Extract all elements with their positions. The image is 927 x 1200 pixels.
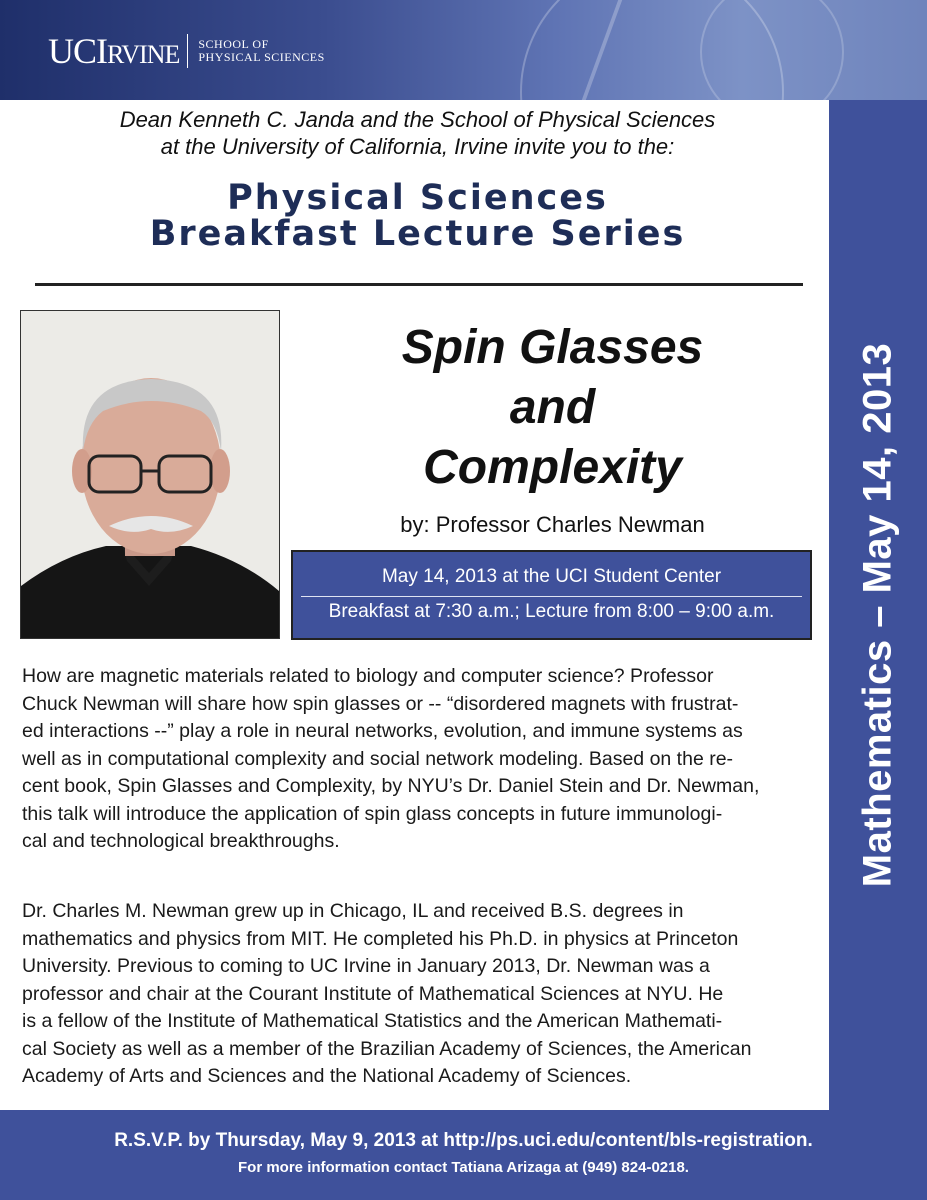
banner-decoration [700,0,844,100]
sidebar-date-text: Mathematics – May 14, 2013 [855,342,900,888]
event-divider [301,596,802,597]
talk-title-line: and [509,381,596,434]
abstract-line: Chuck Newman will share how spin glasses or -- “disordered magnets with frustrat- [22,692,739,715]
header-banner [0,0,927,100]
series-title [40,180,795,252]
abstract-line: ed interactions --” play a role in neural networks, evolution, and immune systems as [22,720,743,742]
contact-text: For more information contact Tatiana Arizaga at (949) 824-0218. [238,1159,689,1176]
event-details-box [291,550,812,640]
abstract-line: How are magnetic materials related to biology and computer science? Professor [22,665,714,687]
invitation-line: at the University of California, Irvine invite you to the: [160,134,675,159]
abstract-line: cal and technological breakthroughs. [22,830,340,852]
bio-line: Academy of Arts and Sciences and the National Academy of Sciences. [22,1065,632,1087]
bio-line: is a fellow of the Institute of Mathematical Statistics and the American Mathemati- [22,1010,723,1032]
logo-divider [187,34,188,68]
speaker-name: by: Professor Charles Newman [400,512,705,537]
speaker-photo [20,310,280,639]
uci-logo [48,30,325,72]
footer-banner [0,1110,927,1200]
talk-title-line: Complexity [423,441,682,494]
invitation-text [40,106,795,160]
talk-title-line: Spin Glasses [401,321,704,374]
bio-line: cal Society as well as a member of the Brazilian Academy of Sciences, the American [22,1037,752,1060]
abstract-line: this talk will introduce the application of spin glass concepts in future immunologi- [22,802,723,825]
bio-line: mathematics and physics from MIT. He completed his Ph.D. in physics at Princeton [22,927,739,950]
series-title-line: Breakfast Lecture Series [149,214,686,254]
abstract-line: cent book, Spin Glasses and Complexity, by NYU’s Dr. Daniel Stein and Dr. Newman, [22,775,760,797]
bio-line: Dr. Charles M. Newman grew up in Chicago, IL and received B.S. degrees in [22,900,684,922]
logo-school-name: SCHOOL OF PHYSICAL SCIENCES [198,37,325,64]
logo-wordmark: UCIRVINE [48,31,180,71]
series-title-line: Physical Sciences [227,178,608,218]
date-sidebar [829,100,927,1110]
invitation-line: Dean Kenneth C. Janda and the School of Physical Sciences [119,107,716,132]
abstract-line: well as in computational complexity and social network modeling. Based on the re- [22,747,734,770]
divider [35,283,803,286]
bio-line: University. Previous to coming to UC Irvine in January 2013, Dr. Newman was a [22,955,710,977]
bio-paragraph [22,898,822,1091]
event-location: May 14, 2013 at the UCI Student Center [381,566,722,587]
abstract-paragraph [22,663,822,856]
rsvp-text: R.S.V.P. by Thursday, May 9, 2013 at http://ps.uci.edu/content/bls-registration. [114,1130,813,1151]
event-schedule: Breakfast at 7:30 a.m.; Lecture from 8:00 – 9:00 a.m. [328,601,775,622]
bio-line: professor and chair at the Courant Institute of Mathematical Sciences at NYU. He [22,982,724,1005]
talk-title [330,318,775,498]
